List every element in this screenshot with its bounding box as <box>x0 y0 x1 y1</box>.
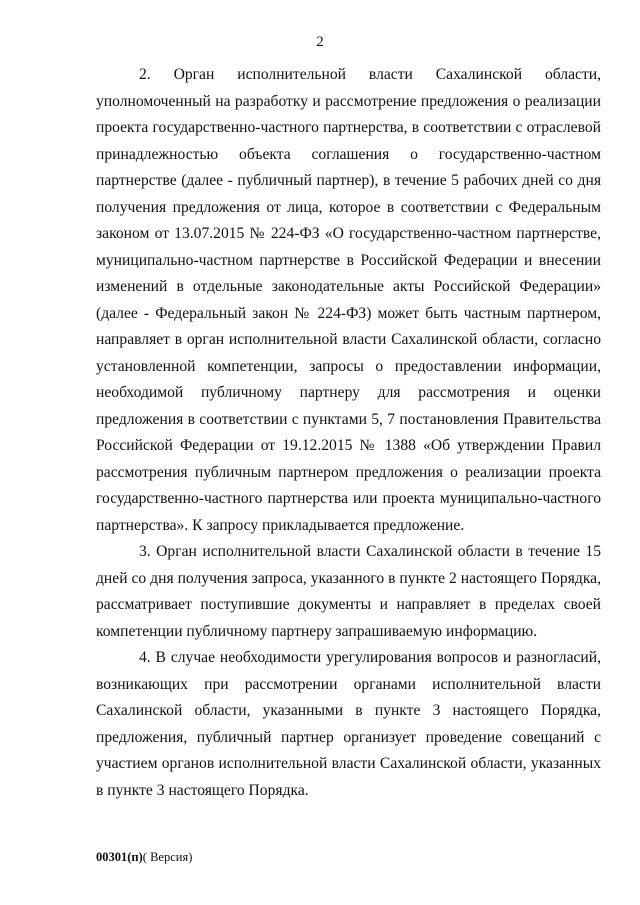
footer <box>96 850 192 865</box>
footer-version: ( Версия) <box>142 850 193 864</box>
page-number: 2 <box>316 34 324 50</box>
paragraph-3: 3. Орган исполнительной власти Сахалинской области в течение 15 дней со дня получения запроса, указанного в пункте 2 настоящего Порядка, рассматривает поступившие документы и направляет в пределах своей компетенции публичному партнеру запрашиваемую информацию. <box>96 543 601 640</box>
footer-code: 00301(п) <box>96 850 143 864</box>
paragraph-2: 2. Орган исполнительной власти Сахалинской области, уполномоченный на разработку и рассмотрение предложения о реализации проекта государственно-частного партнерства, в соответствии с отраслевой принадлежностью объекта соглашения о государственно-частном партнерстве (далее - публичный партнер), в течение 5 рабочих дней со дня получения предложения от лица, которое в соответствии с Федеральным законом от 13.07.2015 № 224-ФЗ «О государственно-частном партнерстве, муниципально-частном партнерстве в Российской Федерации и внесении изменений в отдельные законодательные акты Российской Федерации» (далее - Федеральный закон № 224-ФЗ) может быть частным партнером, направляет в орган исполнительной власти Сахалинской области, согласно установленной компетенции, запросы о предоставлении информации, необходимой публичному партнеру для рассмотрения и оценки предложения в соответствии с пунктами 5, 7 постановления Правительства Российской Федерации от 19.12.2015 № 1388 «Об утверждении Правил рассмотрения публичным партнером предложения о реализации проекта государственно-частного партнерства или проекта муниципально-частного партнерства». К запросу прикладывается предложение. <box>96 66 601 534</box>
document-body <box>96 62 601 804</box>
paragraph-4: 4. В случае необходимости урегулирования вопросов и разногласий, возникающих при рассмотрении органами исполнительной власти Сахалинской области, указанными в пункте 3 настоящего Порядка, предложения, публичный партнер организует проведение совещаний с участием органов исполнительной власти Сахалинской области, указанных в пункте 3 настоящего Порядка. <box>96 649 601 799</box>
